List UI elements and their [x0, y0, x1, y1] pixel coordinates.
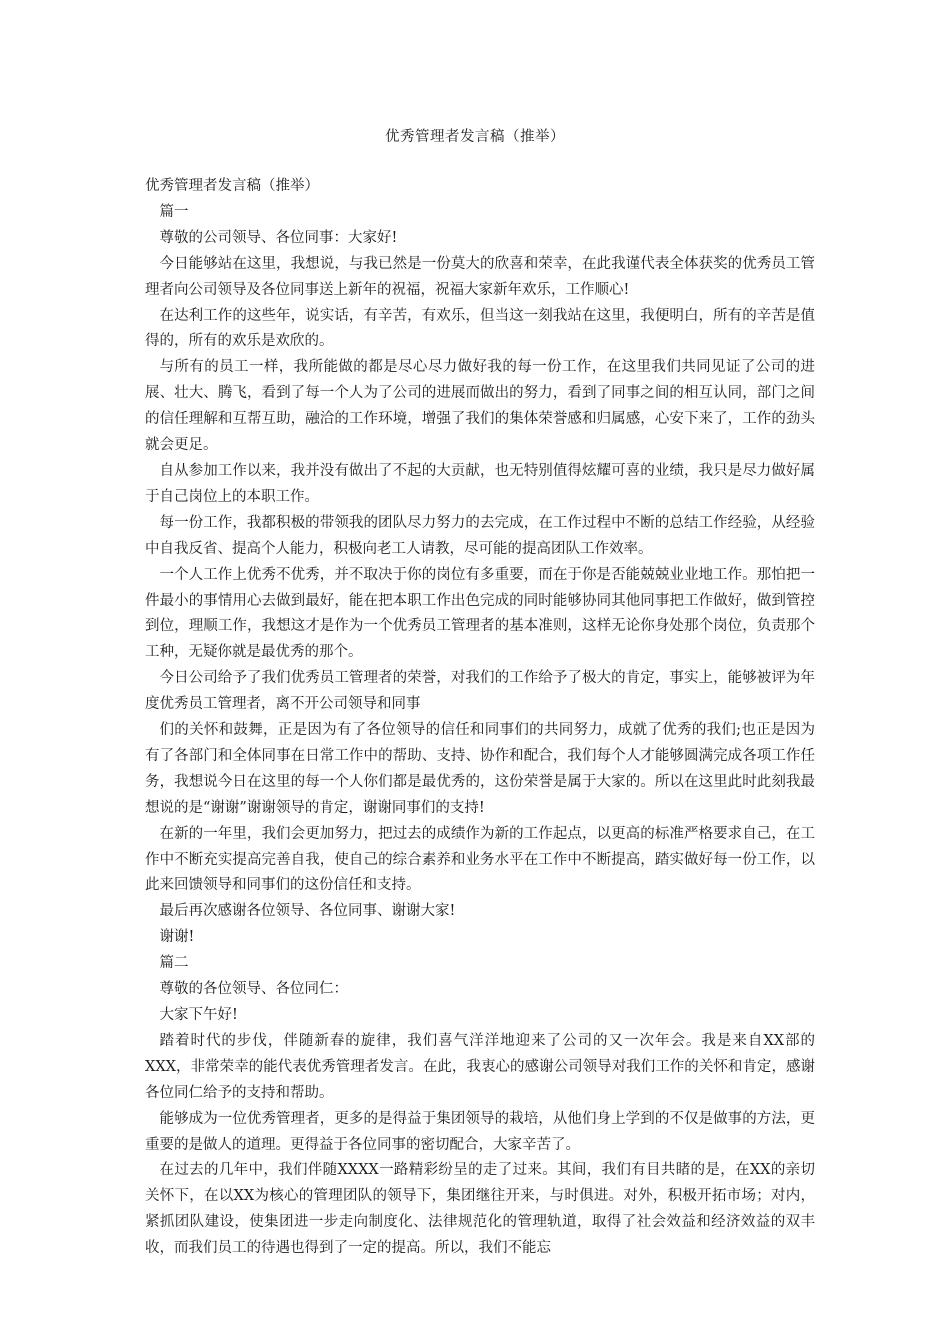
paragraph: 谢谢! — [159, 929, 195, 946]
paragraph: 篇一 — [159, 203, 189, 220]
paragraph: 自从参加工作以来，我并没有做出了不起的大贡献，也无特别值得炫耀可喜的业绩，我只是尽力做好属于自己岗位上的本职工作。 — [145, 462, 815, 505]
paragraph: 篇二 — [159, 955, 189, 972]
paragraph: 与所有的员工一样，我所能做的都是尽心尽力做好我的每一份工作，在这里我们共同见证了公司的进展、壮大、腾飞，看到了每一个人为了公司的进展而做出的努力，看到了同事之间的相互认同，部门之间的信任理解和互帮互助，融洽的工作环境，增强了我们的集体荣誉感和归属感，心安下来了，工作的劲头就会更足。 — [145, 359, 815, 454]
paragraph: 尊敬的公司领导、各位同事：大家好! — [159, 229, 398, 246]
paragraph: 一个人工作上优秀不优秀，并不取决于你的岗位有多重要，而在于你是否能兢兢业业地工作。那怕把一件最小的事情用心去做到最好，能在把本职工作出色完成的同时能够协同其他同事把工作做好，做到管控到位，理顺工作，我想这才是作为一个优秀员工管理者的基本准则，这样无论你身处那个岗位，负责那个工种，无疑你就是最优秀的那个。 — [145, 566, 815, 661]
document-body — [145, 174, 815, 1262]
paragraph: 踏着时代的步伐，伴随新春的旋律，我们喜气洋洋地迎来了公司的又一次年会。我是来自XX部的XXX，非常荣幸的能代表优秀管理者发言。在此，我衷心的感谢公司领导对我们工作的关怀和肯定，感谢各位同仁给予的支持和帮助。 — [145, 1032, 815, 1101]
paragraph: 们的关怀和鼓舞，正是因为有了各位领导的信任和同事们的共同努力，成就了优秀的我们;也正是因为有了各部门和全体同事在日常工作中的帮助、支持、协作和配合，我们每个人才能够圆满完成各项工作任务，我想说今日在这里的每一个人你们都是最优秀的，这份荣誉是属于大家的。所以在这里此时此刻我最想说的是“谢谢”谢谢领导的肯定，谢谢同事们的支持! — [145, 722, 815, 816]
paragraph: 能够成为一位优秀管理者，更多的是得益于集团领导的栽培，从他们身上学到的不仅是做事的方法，更重要的是做人的道理。更得益于各位同事的密切配合，大家辛苦了。 — [145, 1110, 815, 1153]
paragraph: 大家下午好! — [159, 1007, 238, 1023]
document-subtitle: 优秀管理者发言稿（推举） — [145, 178, 319, 194]
paragraph: 今日公司给予了我们优秀员工管理者的荣誉，对我们的工作给予了极大的肯定，事实上，能够被评为年度优秀员工管理者，离不开公司领导和同事 — [145, 670, 815, 713]
document-title: 优秀管理者发言稿（推举） — [385, 129, 565, 145]
paragraph: 在达利工作的这些年，说实话，有辛苦，有欢乐，但当这一刻我站在这里，我便明白，所有的辛苦是值得的，所有的欢乐是欢欣的。 — [145, 307, 815, 350]
paragraph: 最后再次感谢各位领导、各位同事、谢谢大家! — [159, 903, 456, 920]
paragraph: 在新的一年里，我们会更加努力，把过去的成绩作为新的工作起点，以更高的标准严格要求自己，在工作中不断充实提高完善自我，使自己的综合素养和业务水平在工作中不断提高，踏实做好每一份工作，以此来回馈领导和同事们的这份信任和支持。 — [145, 825, 815, 894]
paragraph: 每一份工作，我都积极的带领我的团队尽力努力的去完成，在工作过程中不断的总结工作经验，从经验中自我反省、提高个人能力，积极向老工人请教，尽可能的提高团队工作效率。 — [145, 514, 815, 557]
paragraph: 尊敬的各位领导、各位同仁： — [159, 981, 348, 998]
paragraph: 今日能够站在这里，我想说，与我已然是一份莫大的欣喜和荣幸，在此我谨代表全体获奖的优秀员工管理者向公司领导及各位同事送上新年的祝福，祝福大家新年欢乐，工作顺心! — [145, 255, 815, 298]
paragraph: 在过去的几年中，我们伴随XXXX一路精彩纷呈的走了过来。其间，我们有目共睹的是，在XX的亲切关怀下，在以XX为核心的管理团队的领导下，集团继往开来，与时俱进。对外，积极开拓市场；对内，紧抓团队建设，使集团进一步走向制度化、法律规范化的管理轨道，取得了社会效益和经济效益的双丰收，而我们员工的待遇也得到了一定的提高。所以，我们不能忘 — [145, 1162, 815, 1257]
